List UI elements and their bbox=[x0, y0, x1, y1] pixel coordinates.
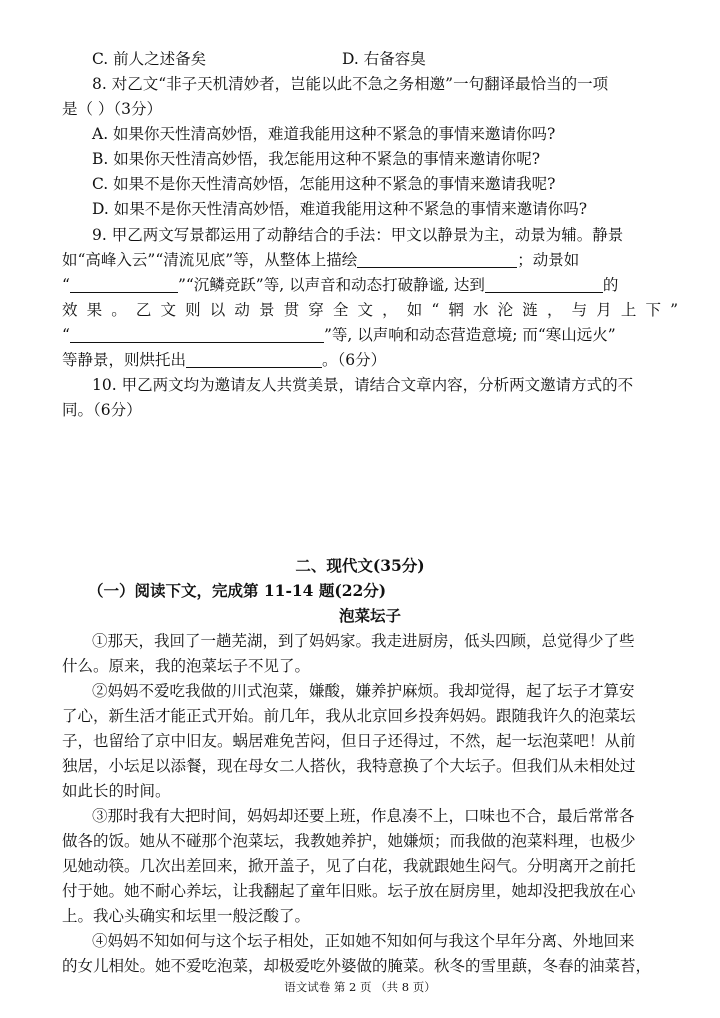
q8-option-d: D. 如果不是你天性清高妙悟，难道我能用这种不紧急的事情来邀请你吗? bbox=[92, 200, 588, 218]
article-title: 泡菜坛子 bbox=[338, 606, 401, 625]
section-subtitle: （一）阅读下文，完成第 11-14 题(22分) bbox=[88, 581, 387, 600]
q10-answer-space[interactable] bbox=[62, 430, 678, 540]
q8-option-c: C. 如果不是你天性清高妙悟，怎能用这种不紧急的事情来邀请我呢? bbox=[92, 175, 556, 193]
q9-answer-blank-5[interactable] bbox=[186, 351, 322, 368]
q10-line2: 同。（6分） bbox=[62, 401, 142, 419]
article-line: ③那时我有大把时间，妈妈却还要上班，作息凑不上，口味也不合，最后常常各 bbox=[92, 807, 635, 825]
article-line: 了心，新生活才能正式开始。前几年，我从北京回乡投奔妈妈。跟随我许久的泡菜坛 bbox=[62, 707, 636, 725]
article-line: ②妈妈不爱吃我做的川式泡菜，嫌酸，嫌养护麻烦。我却觉得，起了坛子才算安 bbox=[92, 682, 635, 700]
article-line: 的女儿相处。她不爱吃泡菜，却极爱吃外婆做的腌菜。秋冬的雪里蕻，冬春的油菜苔， bbox=[62, 957, 652, 975]
q9-answer-blank-2[interactable] bbox=[70, 276, 178, 293]
q9-line3: “ ”“沉鳞竞跃”等, 以声音和动态打破静谧, 达到 的 bbox=[62, 276, 619, 294]
q9-answer-blank-1[interactable] bbox=[357, 251, 517, 268]
article-line: 上。我心头确实和坛里一般泛酸了。 bbox=[62, 907, 311, 925]
q7-option-c: C. 前人之述备矣 bbox=[92, 50, 207, 68]
q9-line6: 等静景，则烘托出 。（6分） bbox=[62, 351, 387, 369]
q9-line4: 效果。乙文则以动景贯穿全文，如“辋水沦涟，与月上下” bbox=[62, 301, 678, 319]
article-line: 独居，小坛足以添餐，现在母女二人搭伙，我特意换了个大坛子。但我们从未相处过 bbox=[62, 757, 636, 775]
article-line: 如此长的时间。 bbox=[62, 782, 171, 800]
q8-option-b: B. 如果你天性清高妙悟，我怎能用这种不紧急的事情来邀请你呢? bbox=[92, 150, 541, 168]
article-line: ④妈妈不知如何与这个坛子相处，正如她不知如何与我这个早年分离、外地回来 bbox=[92, 932, 635, 950]
q9-line1: 9. 甲乙两文写景都运用了动静结合的手法：甲文以静景为主，动景为辅。静景 bbox=[92, 226, 624, 244]
q9-answer-blank-4[interactable] bbox=[70, 326, 324, 343]
section-title: 二、现代文(35分) bbox=[295, 556, 425, 575]
q9-line2: 如“高峰入云”“清流见底”等，从整体上描绘 ；动景如 bbox=[62, 251, 580, 269]
article-line: 子，也留给了京中旧友。蜗居难免苦闷，但日子还得过，不然，起一坛泡菜吧！从前 bbox=[62, 732, 636, 750]
q8-option-a: A. 如果你天性清高妙悟，难道我能用这种不紧急的事情来邀请你吗? bbox=[92, 125, 556, 143]
article-line: ①那天，我回了一趟芜湖，到了妈妈家。我走进厨房，低头四顾，总觉得少了些 bbox=[92, 632, 635, 650]
q9-answer-blank-3[interactable] bbox=[485, 276, 603, 293]
article-line: 什么。原来，我的泡菜坛子不见了。 bbox=[62, 657, 311, 675]
q9-line5: “ ”等, 以声响和动态营造意境; 而“寒山远火” bbox=[62, 326, 616, 344]
q10-line1: 10. 甲乙两文均为邀请友人共赏美景，请结合文章内容，分析两文邀请方式的不 bbox=[92, 376, 634, 394]
page-footer: 语文试卷 第 2 页 （共 8 页） bbox=[284, 980, 436, 994]
q7-option-d: D. 右备容臭 bbox=[342, 50, 426, 68]
article-line: 做各的饭。她从不碰那个泡菜坛，我教她养护，她嫌烦；而我做的泡菜料理，也极少 bbox=[62, 832, 636, 850]
q8-stem-line2: 是（ ）（3分） bbox=[62, 100, 163, 118]
article-line: 付于她。她不耐心养坛，让我翻起了童年旧账。坛子放在厨房里，她却没把我放在心 bbox=[62, 882, 636, 900]
article-line: 见她动筷。几次出差回来，掀开盖子，见了白花，我就跟她生闷气。分明离开之前托 bbox=[62, 857, 636, 875]
q8-stem-line1: 8. 对乙文“非子天机清妙者，岂能以此不急之务相邀”一句翻译最恰当的一项 bbox=[92, 75, 609, 93]
q7-options-row bbox=[92, 46, 678, 72]
